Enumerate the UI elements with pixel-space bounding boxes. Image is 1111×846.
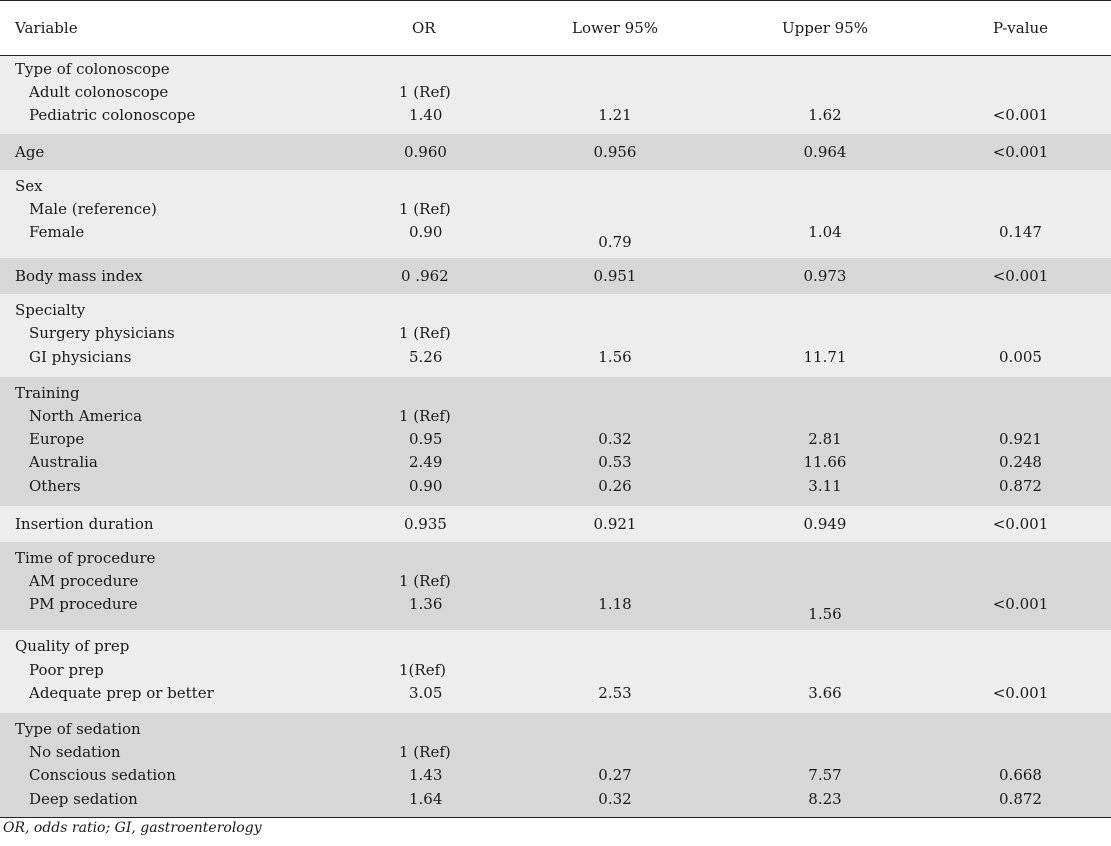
row-label-no-sedation: No sedation bbox=[29, 743, 121, 762]
p-pediatric-colonoscope: <0.001 bbox=[992, 106, 1049, 125]
lower-adequate-prep: 2.53 bbox=[598, 683, 632, 702]
lower-europe: 0.32 bbox=[598, 430, 632, 449]
lower-others: 0.26 bbox=[598, 476, 632, 495]
or-australia: 2.49 bbox=[409, 453, 443, 472]
row-label-am-procedure: AM procedure bbox=[29, 572, 139, 591]
row-label-female: Female bbox=[29, 223, 85, 242]
or-no-sedation: 1 (Ref) bbox=[399, 743, 451, 762]
lower-female: 0.79 bbox=[598, 232, 632, 251]
or-north-america: 1 (Ref) bbox=[399, 407, 451, 426]
upper-insertion-duration: 0.949 bbox=[803, 514, 847, 533]
p-australia: 0.248 bbox=[999, 453, 1042, 472]
row-label-bmi: Body mass index bbox=[15, 267, 143, 286]
table-row-type-of-sedation bbox=[0, 713, 1111, 817]
header-upper: Upper 95% bbox=[720, 1, 930, 56]
or-female: 0.90 bbox=[409, 223, 443, 241]
or-adequate-prep: 3.05 bbox=[409, 683, 443, 702]
row-label-north-america: North America bbox=[29, 407, 143, 426]
group-label-training: Training bbox=[15, 383, 80, 402]
or-europe: 0.95 bbox=[409, 430, 443, 449]
p-gi-physicians: 0.005 bbox=[999, 347, 1042, 366]
row-label-deep-sedation: Deep sedation bbox=[29, 789, 138, 808]
p-others: 0.872 bbox=[999, 476, 1042, 495]
or-deep-sedation: 1.64 bbox=[409, 789, 443, 808]
upper-female: 1.04 bbox=[808, 222, 842, 241]
or-others: 0.90 bbox=[409, 476, 443, 495]
row-label-poor-prep: Poor prep bbox=[29, 660, 104, 679]
table-row-colonoscope bbox=[0, 56, 1111, 134]
p-insertion-duration: <0.001 bbox=[992, 514, 1049, 533]
upper-bmi: 0.973 bbox=[803, 267, 847, 286]
or-gi-physicians: 5.26 bbox=[409, 347, 443, 366]
group-label-colonoscope: Type of colonoscope bbox=[15, 60, 170, 78]
header-lower: Lower 95% bbox=[510, 1, 720, 56]
upper-pm-procedure: 1.56 bbox=[808, 605, 842, 624]
table-row-age bbox=[0, 134, 1111, 170]
or-poor-prep: 1(Ref) bbox=[399, 660, 446, 679]
upper-adequate-prep: 3.66 bbox=[808, 683, 842, 702]
group-label-specialty: Specialty bbox=[15, 301, 86, 320]
lower-australia: 0.53 bbox=[598, 453, 632, 472]
row-label-male: Male (reference) bbox=[29, 199, 157, 218]
p-pm-procedure: <0.001 bbox=[992, 595, 1049, 614]
or-male: 1 (Ref) bbox=[399, 199, 451, 218]
or-age: 0.960 bbox=[404, 142, 447, 161]
table-footnote: OR, odds ratio; GI, gastroenterology bbox=[3, 819, 262, 836]
p-female: 0.147 bbox=[999, 222, 1042, 241]
lower-conscious-sedation: 0.27 bbox=[598, 766, 632, 785]
table-header-row bbox=[0, 1, 1111, 56]
lower-deep-sedation: 0.32 bbox=[598, 789, 632, 808]
lower-bmi: 0.951 bbox=[593, 267, 637, 286]
or-surgery-physicians: 1 (Ref) bbox=[399, 324, 451, 343]
or-adult-colonoscope: 1 (Ref) bbox=[399, 83, 451, 102]
upper-conscious-sedation: 7.57 bbox=[808, 766, 842, 785]
row-label-europe: Europe bbox=[29, 430, 85, 449]
p-bmi: <0.001 bbox=[992, 267, 1049, 286]
row-label-adequate-prep: Adequate prep or better bbox=[29, 683, 214, 702]
table-row-specialty bbox=[0, 294, 1111, 377]
upper-gi-physicians: 11.71 bbox=[803, 347, 847, 366]
upper-others: 3.11 bbox=[808, 476, 842, 495]
row-label-surgery-physicians: Surgery physicians bbox=[29, 324, 175, 343]
table-row-insertion-duration bbox=[0, 506, 1111, 542]
row-label-australia: Australia bbox=[29, 453, 98, 472]
lower-pediatric-colonoscope: 1.21 bbox=[598, 106, 632, 125]
lower-age: 0.956 bbox=[593, 142, 637, 161]
or-pediatric-colonoscope: 1.40 bbox=[409, 106, 443, 125]
header-or: OR bbox=[340, 1, 510, 56]
header-p-value: P-value bbox=[930, 1, 1111, 56]
group-label-time-of-procedure: Time of procedure bbox=[15, 548, 156, 567]
row-label-others: Others bbox=[29, 476, 81, 495]
or-bmi: 0 .962 bbox=[401, 267, 449, 286]
upper-australia: 11.66 bbox=[803, 453, 847, 472]
lower-insertion-duration: 0.921 bbox=[593, 514, 637, 533]
lower-pm-procedure: 1.18 bbox=[598, 595, 632, 614]
table-row-bmi bbox=[0, 258, 1111, 294]
p-age: <0.001 bbox=[992, 142, 1049, 161]
or-conscious-sedation: 1.43 bbox=[409, 766, 443, 785]
row-label-gi-physicians: GI physicians bbox=[29, 347, 132, 366]
p-adequate-prep: <0.001 bbox=[992, 683, 1049, 702]
table-row-training bbox=[0, 377, 1111, 506]
lower-gi-physicians: 1.56 bbox=[598, 347, 632, 366]
table-row-time-of-procedure bbox=[0, 542, 1111, 631]
row-label-adult-colonoscope: Adult colonoscope bbox=[29, 83, 169, 102]
upper-deep-sedation: 8.23 bbox=[808, 789, 842, 808]
or-am-procedure: 1 (Ref) bbox=[399, 572, 451, 591]
row-label-pediatric-colonoscope: Pediatric colonoscope bbox=[29, 106, 196, 125]
or-insertion-duration: 0.935 bbox=[404, 514, 447, 533]
or-pm-procedure: 1.36 bbox=[409, 595, 443, 614]
p-deep-sedation: 0.872 bbox=[999, 789, 1042, 808]
row-label-conscious-sedation: Conscious sedation bbox=[29, 766, 176, 785]
upper-pediatric-colonoscope: 1.62 bbox=[808, 106, 842, 125]
row-label-age: Age bbox=[15, 142, 45, 161]
group-label-sex: Sex bbox=[15, 176, 43, 195]
table-row-sex bbox=[0, 170, 1111, 259]
row-label-pm-procedure: PM procedure bbox=[29, 595, 138, 614]
upper-age: 0.964 bbox=[803, 142, 847, 161]
row-label-insertion-duration: Insertion duration bbox=[15, 514, 154, 533]
group-label-quality-of-prep: Quality of prep bbox=[15, 637, 130, 656]
group-label-type-of-sedation: Type of sedation bbox=[15, 720, 141, 739]
p-europe: 0.921 bbox=[999, 430, 1042, 449]
upper-europe: 2.81 bbox=[808, 430, 842, 449]
header-variable: Variable bbox=[0, 1, 340, 56]
p-conscious-sedation: 0.668 bbox=[999, 766, 1042, 785]
table-row-quality-of-prep bbox=[0, 630, 1111, 713]
